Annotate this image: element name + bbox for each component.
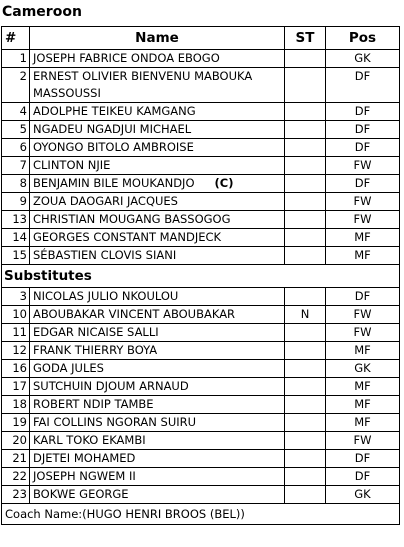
player-starter-flag: N — [285, 306, 326, 324]
player-position: DF — [326, 468, 400, 486]
player-name-cell — [30, 396, 285, 414]
player-number: 10 — [2, 306, 30, 324]
player-row — [2, 121, 400, 139]
player-position: GK — [326, 50, 400, 68]
player-number: 9 — [2, 193, 30, 211]
player-name-cell — [30, 360, 285, 378]
coach-row — [2, 504, 400, 525]
player-number: 4 — [2, 103, 30, 121]
player-row — [2, 414, 400, 432]
player-name: JOSEPH FABRICE ONDOA EBOGO — [33, 51, 220, 65]
player-name: FRANK THIERRY BOYA — [33, 343, 158, 357]
player-name: JOSEPH NGWEM II — [33, 469, 136, 483]
player-name: ZOUA DAOGARI JACQUES — [33, 194, 178, 208]
player-row — [2, 288, 400, 306]
player-row — [2, 396, 400, 414]
player-number: 21 — [2, 450, 30, 468]
substitutes-heading: Substitutes — [2, 265, 400, 288]
player-name: DJETEI MOHAMED — [33, 451, 136, 465]
player-starter-flag — [285, 396, 326, 414]
player-number: 12 — [2, 342, 30, 360]
player-position: MF — [326, 396, 400, 414]
player-name-cell — [30, 247, 285, 265]
player-starter-flag — [285, 103, 326, 121]
player-position: DF — [326, 103, 400, 121]
player-row — [2, 193, 400, 211]
player-starter-flag — [285, 229, 326, 247]
player-starter-flag — [285, 139, 326, 157]
player-row — [2, 360, 400, 378]
player-number: 11 — [2, 324, 30, 342]
player-name: GEORGES CONSTANT MANDJECK — [33, 230, 222, 244]
player-name-cell — [30, 450, 285, 468]
player-name-cell — [30, 306, 285, 324]
player-position: MF — [326, 247, 400, 265]
player-number: 22 — [2, 468, 30, 486]
player-starter-flag — [285, 450, 326, 468]
player-number: 19 — [2, 414, 30, 432]
roster-table — [1, 26, 400, 525]
player-position: GK — [326, 360, 400, 378]
player-name: BOKWE GEORGE — [33, 487, 129, 501]
player-number: 1 — [2, 50, 30, 68]
player-starter-flag — [285, 432, 326, 450]
player-name: NICOLAS JULIO NKOULOU — [33, 289, 179, 303]
starters-list — [2, 50, 400, 265]
player-row — [2, 103, 400, 121]
player-name-cell — [30, 486, 285, 504]
player-name-cell — [30, 211, 285, 229]
player-name: CHRISTIAN MOUGANG BASSOGOG — [33, 212, 231, 226]
player-row — [2, 175, 400, 193]
player-number: 18 — [2, 396, 30, 414]
player-name-cell — [30, 378, 285, 396]
player-number: 13 — [2, 211, 30, 229]
player-row — [2, 211, 400, 229]
player-number: 14 — [2, 229, 30, 247]
player-name: FAI COLLINS NGORAN SUIRU — [33, 415, 197, 429]
player-position: FW — [326, 157, 400, 175]
player-name-cell — [30, 157, 285, 175]
player-row — [2, 324, 400, 342]
player-position: MF — [326, 342, 400, 360]
player-position: DF — [326, 68, 400, 103]
player-starter-flag — [285, 468, 326, 486]
player-starter-flag — [285, 360, 326, 378]
player-starter-flag — [285, 193, 326, 211]
player-name: ADOLPHE TEIKEU KAMGANG — [33, 104, 196, 118]
player-name-cell — [30, 432, 285, 450]
player-row — [2, 306, 400, 324]
player-row — [2, 486, 400, 504]
player-name-cell — [30, 324, 285, 342]
player-name: KARL TOKO EKAMBI — [33, 433, 146, 447]
player-row — [2, 229, 400, 247]
player-starter-flag — [285, 50, 326, 68]
player-position: MF — [326, 414, 400, 432]
player-position: FW — [326, 324, 400, 342]
player-position: DF — [326, 121, 400, 139]
player-row — [2, 468, 400, 486]
player-name-cell — [30, 193, 285, 211]
player-name-cell — [30, 342, 285, 360]
player-row — [2, 450, 400, 468]
player-name: EDGAR NICAISE SALLI — [33, 325, 159, 339]
player-name-cell — [30, 468, 285, 486]
player-position: MF — [326, 378, 400, 396]
player-position: FW — [326, 211, 400, 229]
player-row — [2, 68, 400, 103]
player-row — [2, 50, 400, 68]
player-name-cell — [30, 121, 285, 139]
player-name: ABOUBAKAR VINCENT ABOUBAKAR — [33, 307, 236, 321]
player-row — [2, 432, 400, 450]
player-starter-flag — [285, 211, 326, 229]
captain-badge: (C) — [214, 176, 234, 190]
player-number: 15 — [2, 247, 30, 265]
player-number: 20 — [2, 432, 30, 450]
player-name: SUTCHUIN DJOUM ARNAUD — [33, 379, 189, 393]
player-starter-flag — [285, 68, 326, 103]
player-name: ROBERT NDIP TAMBE — [33, 397, 154, 411]
player-name-cell — [30, 175, 285, 193]
player-starter-flag — [285, 157, 326, 175]
player-row — [2, 157, 400, 175]
player-position: DF — [326, 139, 400, 157]
player-number: 5 — [2, 121, 30, 139]
player-position: DF — [326, 175, 400, 193]
player-name-cell — [30, 50, 285, 68]
player-number: 7 — [2, 157, 30, 175]
player-name-cell — [30, 229, 285, 247]
player-starter-flag — [285, 247, 326, 265]
position-header: Pos — [326, 27, 400, 50]
player-starter-flag — [285, 121, 326, 139]
player-starter-flag — [285, 342, 326, 360]
player-name: CLINTON NJIE — [33, 158, 111, 172]
player-row — [2, 342, 400, 360]
player-name: OYONGO BITOLO AMBROISE — [33, 140, 194, 154]
player-position: DF — [326, 288, 400, 306]
coach-name: Coach Name:(HUGO HENRI BROOS (BEL)) — [2, 504, 400, 525]
player-number: 8 — [2, 175, 30, 193]
number-header: # — [2, 27, 30, 50]
player-name-cell — [30, 103, 285, 121]
player-name: BENJAMIN BILE MOUKANDJO — [33, 176, 195, 190]
player-position: MF — [326, 229, 400, 247]
player-number: 3 — [2, 288, 30, 306]
player-number: 23 — [2, 486, 30, 504]
player-row — [2, 378, 400, 396]
player-position: FW — [326, 432, 400, 450]
player-starter-flag — [285, 324, 326, 342]
player-name: ERNEST OLIVIER BIENVENU MABOUKA MASSOUSSI — [33, 69, 253, 100]
player-starter-flag — [285, 288, 326, 306]
player-position: FW — [326, 193, 400, 211]
player-name-cell — [30, 288, 285, 306]
player-number: 17 — [2, 378, 30, 396]
player-position: GK — [326, 486, 400, 504]
name-header: Name — [30, 27, 285, 50]
player-position: FW — [326, 306, 400, 324]
player-starter-flag — [285, 175, 326, 193]
substitutes-list — [2, 288, 400, 504]
substitutes-section-row — [2, 265, 400, 288]
player-name: GODA JULES — [33, 361, 104, 375]
player-starter-flag — [285, 378, 326, 396]
team-title: Cameroon — [2, 4, 82, 20]
player-name-cell — [30, 68, 285, 103]
player-name-cell — [30, 139, 285, 157]
player-name-cell — [30, 414, 285, 432]
player-row — [2, 247, 400, 265]
header-row — [2, 27, 400, 50]
player-name: NGADEU NGADJUI MICHAEL — [33, 122, 192, 136]
starter-header: ST — [285, 27, 326, 50]
player-starter-flag — [285, 486, 326, 504]
player-starter-flag — [285, 414, 326, 432]
player-number: 16 — [2, 360, 30, 378]
player-row — [2, 139, 400, 157]
player-position: DF — [326, 450, 400, 468]
player-number: 6 — [2, 139, 30, 157]
player-name: SÉBASTIEN CLOVIS SIANI — [33, 248, 177, 262]
player-number: 2 — [2, 68, 30, 103]
